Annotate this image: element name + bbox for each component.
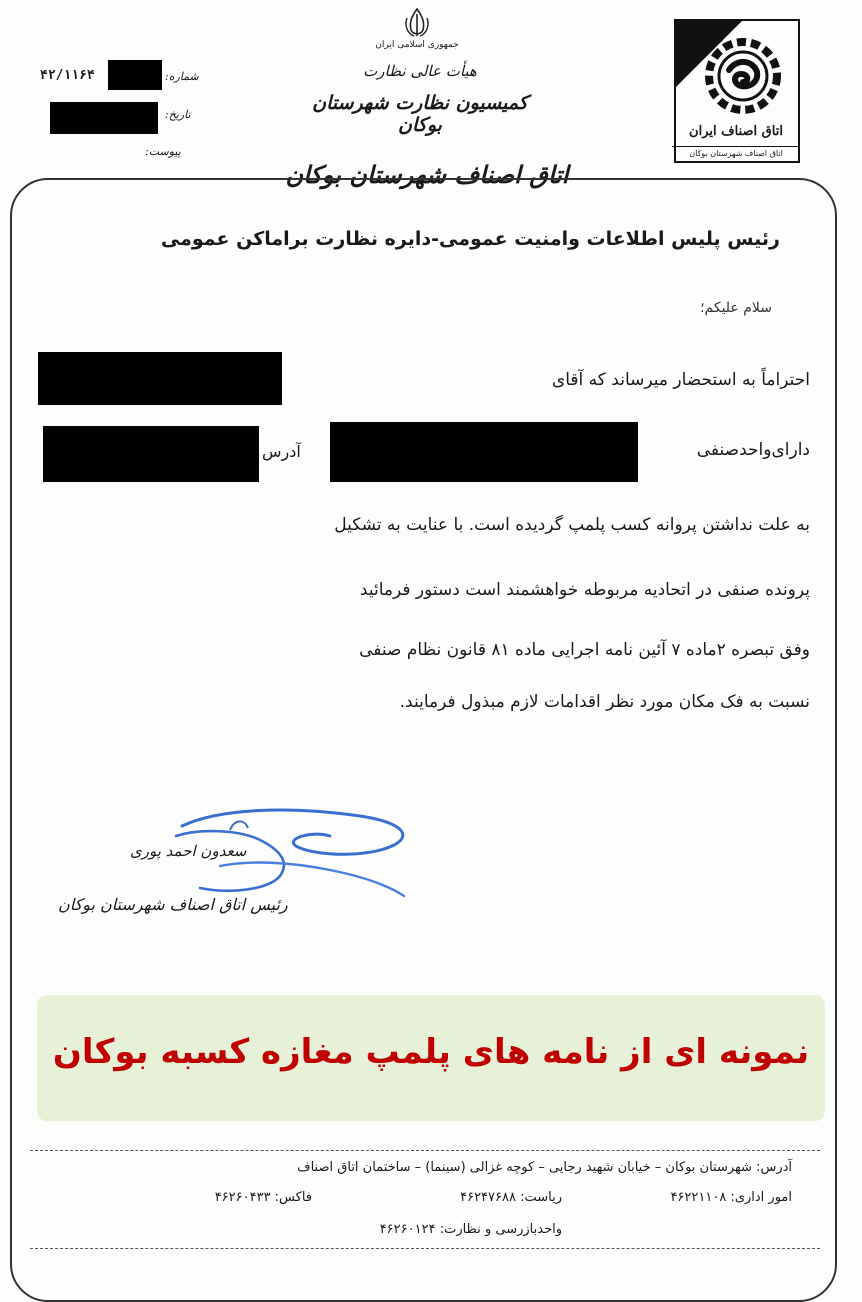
chamber-logo-icon bbox=[673, 18, 801, 166]
footer-inspection-phone: واحدبازرسی و نظارت: ۴۶۲۶۰۱۲۴ bbox=[379, 1222, 562, 1237]
footer-address: آدرس: شهرستان بوکان – خیابان شهید رجایی – کوچه غزالی (سینما) – ساختمان اتاق اصناف bbox=[297, 1160, 792, 1175]
authority-label: هیأت عالی نظارت bbox=[363, 62, 477, 80]
body-line-4: پرونده صنفی در اتحادیه مربوطه خواهشمند است دستور فرمائید bbox=[359, 580, 810, 600]
letter-frame bbox=[10, 178, 837, 1302]
emblem-icon bbox=[400, 6, 434, 40]
body-line-6: نسبت به فک مکان مورد نظر اقدامات لازم مبذول فرمایند. bbox=[399, 692, 810, 712]
body-line-1: احتراماً به استحضار میرساند که آقای bbox=[551, 370, 810, 390]
redaction-box bbox=[330, 422, 638, 482]
chamber-title: اتاق اصناف شهرستان بوکان bbox=[285, 160, 569, 189]
logo-caption: اتاق اصناف ایران bbox=[689, 124, 783, 139]
redaction-box bbox=[108, 60, 162, 90]
body-line-2a: دارای‌واحدصنفی bbox=[696, 440, 810, 460]
greeting: سلام علیکم؛ bbox=[700, 300, 772, 316]
redaction-box bbox=[43, 426, 259, 482]
redaction-box bbox=[50, 102, 158, 134]
footer-divider bbox=[30, 1150, 820, 1152]
footer-presidency-phone: ریاست: ۴۶۲۴۷۶۸۸ bbox=[460, 1190, 562, 1205]
logo-subcaption: اتاق اصناف شهرستان بوکان bbox=[672, 146, 800, 158]
republic-label: جمهوری اسلامی ایران bbox=[375, 40, 459, 50]
number-label: شماره: bbox=[165, 70, 199, 83]
letter-number: ۴۲/۱۱۶۴ bbox=[40, 68, 95, 83]
footer-divider bbox=[30, 1248, 820, 1250]
redaction-box bbox=[38, 352, 282, 405]
date-label: تاریخ: bbox=[165, 108, 191, 121]
promo-caption: نمونه ای از نامه های پلمپ مغازه کسبه بوکان bbox=[52, 1032, 810, 1072]
attachment-label: پیوست: bbox=[145, 145, 181, 158]
recipient-line: رئیس پلیس اطلاعات وامنیت عمومی-دایره نظارت براماکن عمومی bbox=[160, 228, 780, 250]
address-label: آدرس bbox=[262, 442, 301, 461]
body-line-5: وفق تبصره ۲ماده ۷ آئین نامه اجرایی ماده ۸۱ قانون نظام صنفی bbox=[359, 640, 810, 660]
footer-fax: فاکس: ۴۶۲۶۰۴۳۳ bbox=[214, 1190, 312, 1205]
signer-title: رئیس اتاق اصناف شهرستان بوکان bbox=[58, 895, 288, 914]
commission-label: کمیسیون نظارت شهرستان بوکان bbox=[312, 92, 528, 136]
signer-name: سعدون احمد پوری bbox=[130, 842, 247, 860]
footer-admin-phone: امور اداری: ۴۶۲۲۱۱۰۸ bbox=[670, 1190, 792, 1205]
body-line-3: به علت نداشتن پروانه کسب پلمپ گردیده است. با عنایت به تشکیل bbox=[334, 515, 810, 535]
